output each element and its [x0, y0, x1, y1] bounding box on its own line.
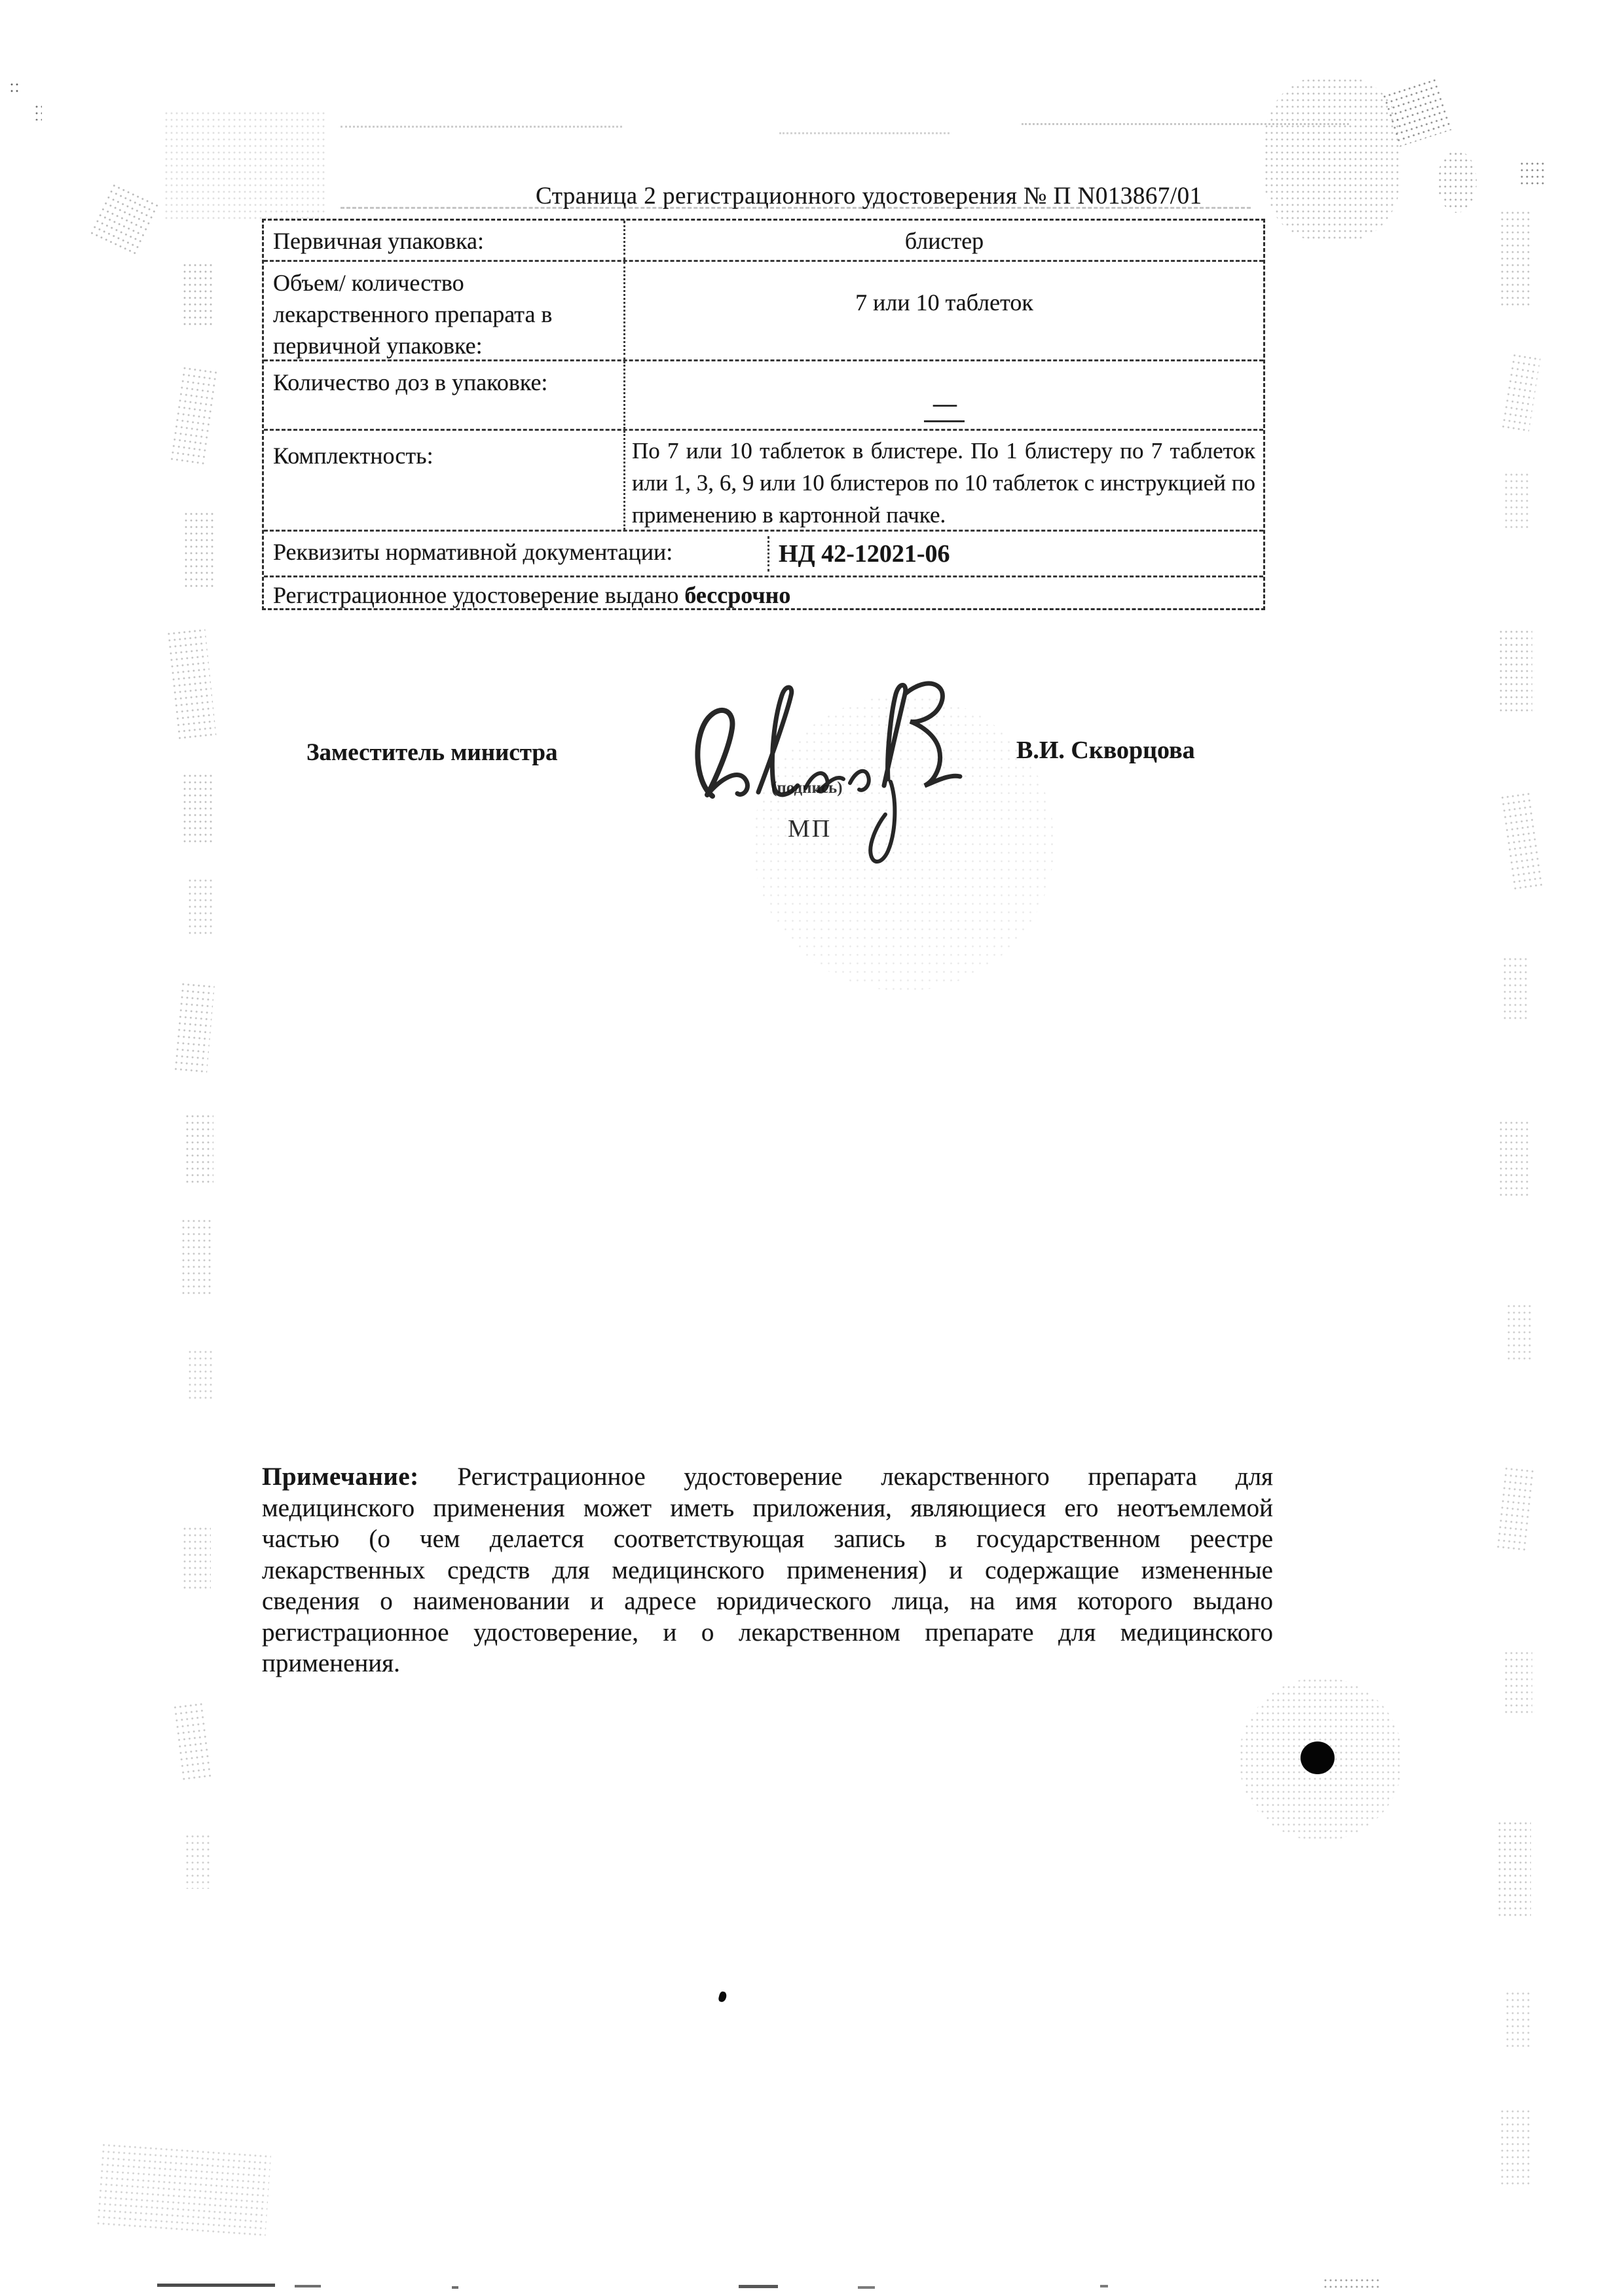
- page-title: Страница 2 регистрационного удостоверения № П N013867/01: [536, 183, 1202, 210]
- scan-streak: [452, 2286, 458, 2289]
- registration-table: [262, 219, 1265, 610]
- scan-noise-speck: [1506, 1303, 1532, 1362]
- scan-noise-speck: [1497, 1820, 1531, 1918]
- scan-noise-speck: [182, 262, 212, 327]
- signatory-position-title: Заместитель министра: [306, 739, 558, 766]
- row-label: Комплектность:: [264, 431, 625, 530]
- scan-streak: [1100, 2285, 1108, 2287]
- scan-noise-speck: [182, 1525, 211, 1591]
- note-label: Примечание:: [262, 1463, 419, 1491]
- scan-streak: [157, 2284, 275, 2287]
- row-value: блистер: [904, 228, 984, 254]
- signature-caption: (подпись): [771, 779, 843, 797]
- scan-noise-speck: [96, 2141, 271, 2238]
- scan-noise-speck: [1500, 210, 1532, 308]
- scan-noise-speck: [173, 981, 215, 1075]
- scan-noise-speck: [1264, 77, 1401, 241]
- scan-noise-speck: [1502, 956, 1530, 1021]
- scan-noise-speck: [166, 627, 216, 741]
- table-row-completeness: [264, 429, 1263, 530]
- scan-noise-speck: [1504, 471, 1530, 530]
- table-row-volume: [264, 260, 1263, 359]
- scan-noise-speck: [1519, 160, 1545, 187]
- hole-punch-dot: [1301, 1741, 1335, 1774]
- scan-noise-speck: [185, 1113, 213, 1185]
- scan-streak: [858, 2286, 875, 2289]
- note-paragraph: [262, 1461, 1273, 1679]
- scan-noise-speck: [1495, 1465, 1535, 1553]
- scan-noise-speck: [88, 181, 161, 257]
- scan-noise-speck: [1498, 629, 1532, 714]
- scan-noise-speck: [1500, 791, 1543, 892]
- scan-noise-speck: [183, 511, 215, 589]
- row-value: По 7 или 10 таблеток в блистере. По 1 блистеру по 7 таблеток или 1, 3, 6, 9 или 10 блистеров по 10 таблеток с инструкцией по применению в картонной пачке.: [632, 438, 1255, 528]
- scan-noise-speck: [1504, 1650, 1532, 1715]
- scan-noise-speck: [185, 1833, 211, 1889]
- scan-noise-speck: [1500, 352, 1541, 433]
- ink-speck: [718, 1991, 728, 2003]
- table-row-primary-packaging: [264, 221, 1263, 260]
- table-row-normative-docs: [264, 530, 1263, 575]
- scan-noise-speck: [172, 1700, 214, 1782]
- scan-noise-speck: [1437, 151, 1477, 213]
- scan-noise-speck: [1505, 1990, 1531, 2049]
- row-value: 7 или 10 таблеток: [855, 289, 1033, 316]
- scan-noise-speck: [182, 773, 212, 845]
- validity-term: бессрочно: [684, 582, 791, 608]
- scan-streak: [341, 207, 1251, 209]
- scan-noise-speck: [1323, 2277, 1382, 2289]
- signer-name: В.И. Скворцова: [1016, 737, 1195, 764]
- scan-noise-speck: [9, 81, 18, 94]
- row-label: Реквизиты нормативной документации:: [264, 536, 769, 572]
- row-label: Объем/ количество лекарственного препарата в первичной упаковке:: [264, 262, 625, 359]
- scan-noise-speck: [1500, 2108, 1530, 2187]
- scan-streak: [739, 2285, 778, 2288]
- validity-text: Регистрационное удостоверение выдано: [273, 582, 685, 608]
- scan-noise-speck: [181, 1218, 212, 1296]
- table-row-doses: [264, 359, 1263, 429]
- scan-streak: [295, 2285, 321, 2287]
- scan-noise-speck: [169, 365, 218, 467]
- seal-stamp-faint: [753, 695, 1054, 991]
- dash-mark: —: [924, 388, 965, 422]
- row-value: [625, 361, 1263, 429]
- scan-noise-speck: [34, 103, 42, 120]
- row-label: Первичная упаковка:: [264, 221, 625, 260]
- table-row-validity: [264, 575, 1263, 608]
- scan-noise-speck: [187, 877, 213, 936]
- scan-noise-speck: [1498, 1120, 1531, 1198]
- note-text: Регистрационное удостоверение лекарственного препарата для медицинского применения может иметь приложения, являющиеся его неотъемлемой частью (о чем делается соответствующая запись в государственном реестре лекарственных средств для медицинского применения) и содержащие измененные сведения о наименовании и адресе юридического лица, на имя которого выдано регистрационное удостоверение, и о лекарственном препарате для медицинского применения.: [262, 1463, 1273, 1677]
- validity-statement: [264, 577, 800, 608]
- seal-place-label: МП: [788, 815, 832, 843]
- scan-noise-speck: [164, 110, 327, 221]
- scan-streak: [341, 126, 622, 128]
- row-value: НД 42-12021-06: [779, 539, 950, 568]
- scan-noise-speck: [187, 1349, 212, 1401]
- scan-streak: [779, 132, 950, 134]
- row-label: Количество доз в упаковке:: [264, 361, 625, 429]
